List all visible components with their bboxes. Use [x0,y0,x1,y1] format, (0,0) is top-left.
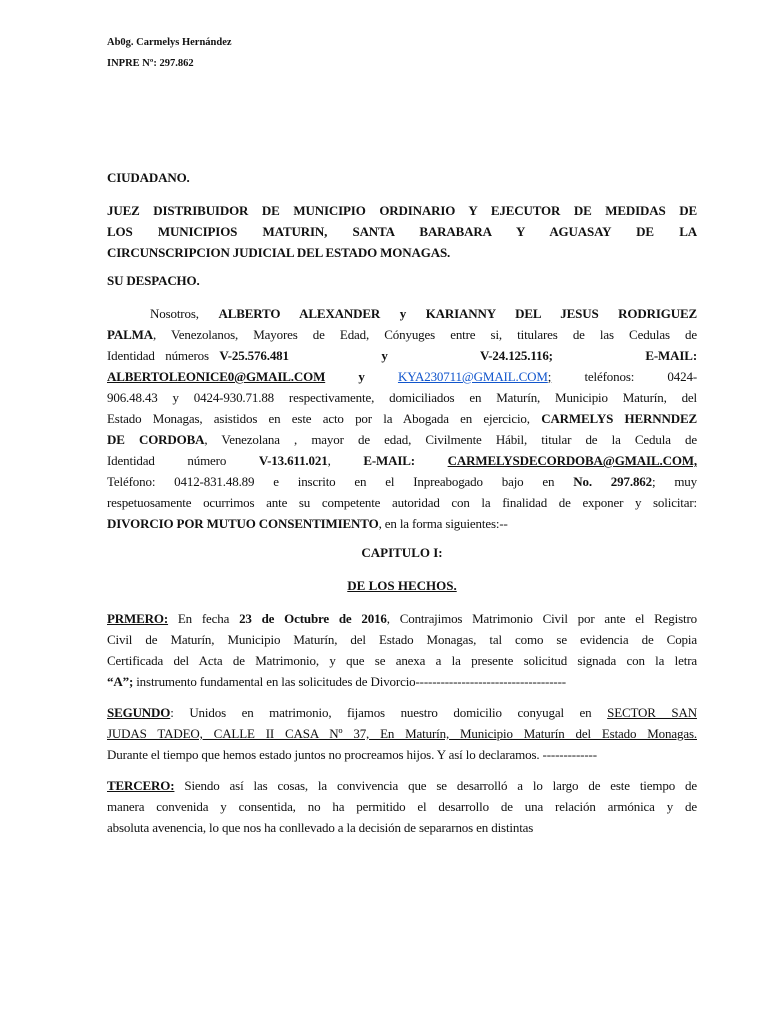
tercero-paragraph [107,775,697,838]
chapter-heading: CAPITULO I: [361,545,443,560]
intro-line: DIVORCIO POR MUTUO CONSENTIMIENTO, en la forma siguientes:-- [107,516,508,531]
intro-line: Teléfono: 0412-831.48.89 e inscrito en el Inpreabogado bajo en No. 297.862; muy [107,474,697,489]
despacho: SU DESPACHO. [107,273,200,288]
email-karianny-link[interactable]: KYA230711@GMAIL.COM [397,369,548,384]
primero-line: Civil de Maturín, Municipio Maturín, del Estado Monagas, tal como se evidencia de Copia [107,632,697,647]
primero-line: PRMERO: En fecha 23 de Octubre de 2016, Contrajimos Matrimonio Civil por ante el Registro [107,611,697,626]
segundo-address: JUDAS TADEO, CALLE II CASA Nº 37, En Maturín, Municipio Maturín del Estado Monagas. [107,726,697,741]
intro-line: PALMA, Venezolanos, Mayores de Edad, Cónyuges entre si, titulares de las Cedulas de [107,327,697,342]
inpre-number: INPRE Nº: 297.862 [107,58,194,69]
addressee-block [107,200,697,263]
section-title: DE LOS HECHOS. [347,578,457,593]
segundo-paragraph [107,702,697,765]
intro-line: Identidad números V-25.576.481 y V-24.125.116; E-MAIL: [107,348,697,363]
addressee-line: JUEZ DISTRIBUIDOR DE MUNICIPIO ORDINARIO Y EJECUTOR DE MEDIDAS DE [107,203,697,218]
intro-line: respetuosamente ocurrimos ante su competente autoridad con la finalidad de exponer y solicitar: [107,495,697,510]
tercero-line: TERCERO: Siendo así las cosas, la convivencia que se desarrolló a lo largo de este tiempo de [107,778,697,793]
intro-line: Estado Monagas, asistidos en este acto por la Abogada en ejercicio, CARMELYS HERNNDEZ [107,411,697,426]
tercero-label: TERCERO: [107,778,175,793]
primero-line: “A”; instrumento fundamental en las solicitudes de Divorcio------------------------------------ [107,674,566,689]
segundo-line: SEGUNDO: Unidos en matrimonio, fijamos nuestro domicilio conyugal en SECTOR SAN [107,705,697,720]
primero-line: Certificada del Acta de Matrimonio, y que se anexa a la presente solicitud signada con la letra [107,653,697,668]
intro-line: Nosotros, ALBERTO ALEXANDER y KARIANNY DEL JESUS RODRIGUEZ [150,306,697,321]
segundo-line: Durante el tiempo que hemos estado juntos no procreamos hijos. Y así lo declaramos. ------------- [107,747,597,762]
intro-paragraph [107,303,697,534]
intro-line: 906.48.43 y 0424-930.71.88 respectivamente, domiciliados en Maturín, Municipio Maturín, del [107,390,697,405]
addressee-line: CIRCUNSCRIPCION JUDICIAL DEL ESTADO MONAGAS. [107,245,451,260]
primero-label: PRMERO: [107,611,169,626]
salutation: CIUDADANO. [107,170,190,185]
intro-line: DE CORDOBA, Venezolana , mayor de edad, Civilmente Hábil, titular de la Cedula de [107,432,697,447]
intro-line: ALBERTOLEONICE0@GMAIL.COM y KYA230711@GMAIL.COM; teléfonos: 0424- [107,369,697,384]
email-carmelys: CARMELYSDECORDOBA@GMAIL.COM, [447,453,697,468]
tercero-line: absoluta avenencia, lo que nos ha conllevado a la decisión de separarnos en distintas [107,820,534,835]
lawyer-name: Ab0g. Carmelys Hernández [107,37,232,48]
tercero-line: manera convenida y consentida, no ha permitido el desarrollo de una relación armónica y de [107,799,697,814]
primero-paragraph [107,608,697,692]
addressee-line: LOS MUNICIPIOS MATURIN, SANTA BARABARA Y AGUASAY DE LA [107,224,697,239]
segundo-label: SEGUNDO [107,705,171,720]
email-alberto: ALBERTOLEONICE0@GMAIL.COM [107,369,326,384]
intro-line: Identidad número V-13.611.021, E-MAIL: CARMELYSDECORDOBA@GMAIL.COM, [107,453,697,468]
